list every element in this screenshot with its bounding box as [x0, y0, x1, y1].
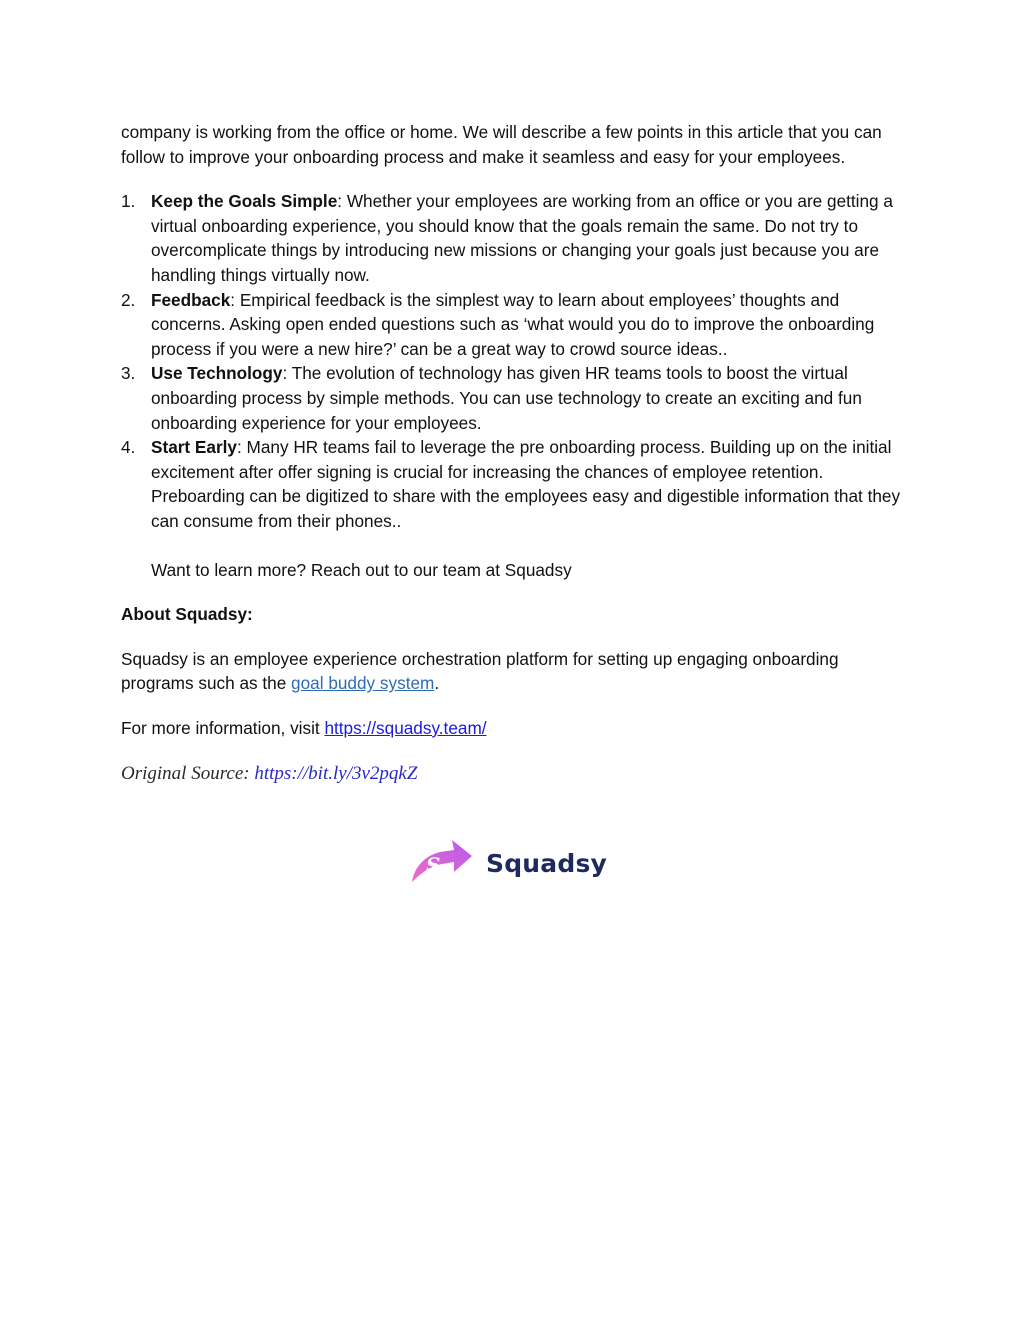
squadsy-logo	[410, 838, 607, 888]
list-number: 4.	[121, 437, 136, 458]
list-number: 2.	[121, 289, 136, 310]
list-number: 3.	[121, 363, 136, 384]
tips-list	[121, 189, 911, 533]
about-text: Squadsy is an employee experience orchestration platform for setting up engaging onboarding programs such as the	[121, 648, 839, 694]
more-info-paragraph	[121, 716, 911, 741]
article-body	[121, 120, 911, 787]
original-source	[121, 762, 911, 787]
about-suffix: .	[434, 673, 440, 694]
logo-mark-letter: S	[426, 853, 441, 877]
squadsy-arrow-icon	[410, 838, 474, 888]
list-text: : Many HR teams fail to leverage the pre onboarding process. Building up on the initial excitement after offer signing is crucial for increasing the chances of employee retention. Preboarding can be digitized to share with the employees easy and digestible information that they can consume from their phones..	[151, 437, 901, 531]
source-label: Original Source:	[121, 763, 255, 785]
cta-text: Want to learn more? Reach out to our team at Squadsy	[151, 559, 572, 580]
intro-paragraph: company is working from the office or home. We will describe a few points in this article that you can follow to improve your onboarding process and make it seamless and easy for your employees.	[121, 122, 882, 167]
squadsy-website-link[interactable]: https://squadsy.team/	[324, 717, 487, 738]
list-term: Start Early	[151, 437, 237, 458]
list-text: : Whether your employees are working from an office or you are getting a virtual onboarding experience, you should know that the goals remain the same. Do not try to overcomplicate things by introducing new missions or changing your goals just because you are handling things virtually now.	[151, 191, 893, 285]
source-link[interactable]: https://bit.ly/3v2pqkZ	[254, 763, 418, 785]
list-term: Use Technology	[151, 363, 283, 384]
list-item	[121, 435, 911, 533]
goal-buddy-link[interactable]: goal buddy system	[291, 673, 435, 694]
about-heading: About Squadsy:	[121, 604, 253, 625]
list-text: : The evolution of technology has given HR teams tools to boost the virtual onboarding process by simple methods. You can use technology to create an exciting and fun onboarding experience for your employees.	[151, 363, 862, 433]
list-text: : Empirical feedback is the simplest way to learn about employees’ thoughts and concerns. Asking open ended questions such as ‘what would you do to improve the onboarding process if you were a new hire?’ can be a great way to crowd source ideas..	[151, 289, 875, 359]
more-info-text: For more information, visit	[121, 717, 325, 738]
list-number: 1.	[121, 191, 136, 212]
list-term: Keep the Goals Simple	[151, 191, 338, 212]
list-item	[121, 288, 911, 362]
list-item	[121, 361, 911, 435]
logo-wordmark: Squadsy	[486, 848, 608, 878]
about-paragraph	[121, 647, 911, 696]
list-term: Feedback	[151, 289, 231, 310]
list-item	[121, 189, 911, 287]
